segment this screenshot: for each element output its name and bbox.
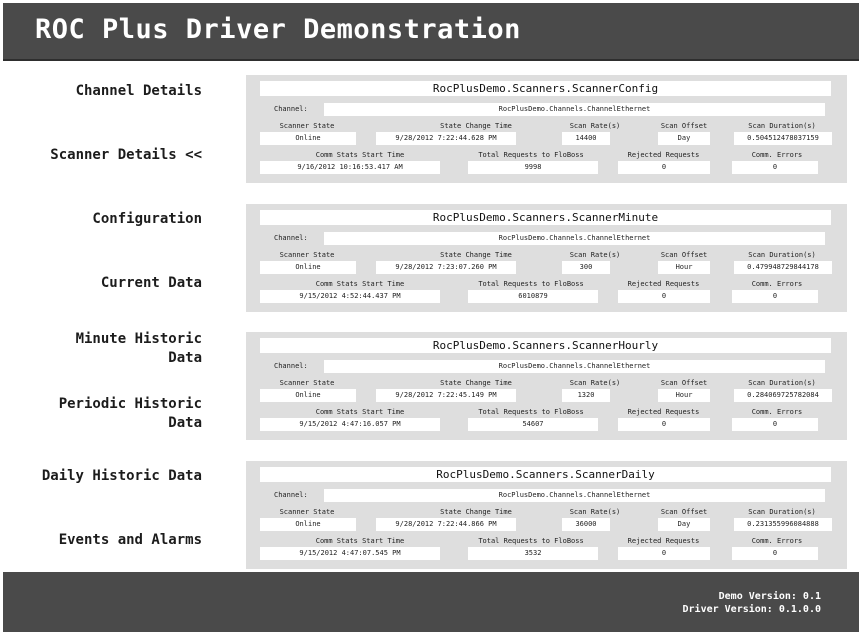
scanner-panel-3	[246, 332, 847, 440]
scan-offset-label: Scan Offset	[660, 122, 708, 130]
comm-stats-start-label: Comm Stats Start Time	[315, 151, 405, 159]
scan-offset-value: Day	[658, 518, 710, 531]
scan-rate-label: Scan Rate(s)	[569, 122, 621, 130]
scanner-name: RocPlusDemo.Scanners.ScannerHourly	[260, 338, 831, 353]
nav-item-current-data[interactable]: Current Data	[100, 275, 202, 291]
total-requests-value: 9998	[468, 161, 598, 174]
comm-stats-start-value: 9/15/2012 4:47:16.057 PM	[260, 418, 440, 431]
comm-errors-value: 0	[732, 547, 818, 560]
rejected-requests-value: 0	[618, 547, 710, 560]
state-change-time-label: State Change Time	[440, 122, 512, 130]
comm-stats-start-value: 9/16/2012 10:16:53.417 AM	[260, 161, 440, 174]
channel-label: Channel:	[274, 362, 308, 370]
scan-duration-value: 0.504512478037159	[734, 132, 832, 145]
scan-offset-label: Scan Offset	[660, 379, 708, 387]
state-change-time-value: 9/28/2012 7:22:44.866 PM	[376, 518, 516, 531]
nav-item-minute-historic[interactable]: Minute Historic Data	[75, 331, 202, 366]
comm-errors-value: 0	[732, 161, 818, 174]
channel-value: RocPlusDemo.Channels.ChannelEthernet	[324, 103, 825, 116]
scanner-state-label: Scanner State	[279, 122, 335, 130]
comm-stats-start-value: 9/15/2012 4:52:44.437 PM	[260, 290, 440, 303]
scanner-state-label: Scanner State	[279, 508, 335, 516]
driver-version: Driver Version: 0.1.0.0	[682, 604, 821, 615]
scan-rate-label: Scan Rate(s)	[569, 251, 621, 259]
scan-duration-value: 0.479948729844178	[734, 261, 832, 274]
nav-item-channel-details[interactable]: Channel Details	[75, 83, 202, 99]
total-requests-label: Total Requests to FloBoss	[478, 280, 584, 288]
rejected-requests-label: Rejected Requests	[627, 537, 700, 545]
comm-stats-start-label: Comm Stats Start Time	[315, 408, 405, 416]
channel-label: Channel:	[274, 234, 308, 242]
scan-rate-label: Scan Rate(s)	[569, 379, 621, 387]
demo-version: Demo Version: 0.1	[718, 591, 821, 602]
scan-duration-label: Scan Duration(s)	[748, 508, 816, 516]
comm-stats-start-value: 9/15/2012 4:47:07.545 PM	[260, 547, 440, 560]
rejected-requests-label: Rejected Requests	[627, 280, 700, 288]
nav-item-daily-historic[interactable]: Daily Historic Data	[41, 468, 202, 484]
scan-duration-label: Scan Duration(s)	[748, 122, 816, 130]
state-change-time-value: 9/28/2012 7:23:07.260 PM	[376, 261, 516, 274]
comm-errors-label: Comm. Errors	[751, 408, 803, 416]
total-requests-value: 54607	[468, 418, 598, 431]
scan-rate-value: 36000	[562, 518, 610, 531]
sidebar-nav	[0, 0, 230, 570]
scan-rate-value: 300	[562, 261, 610, 274]
scanner-state-value: Online	[260, 132, 356, 145]
total-requests-value: 6010879	[468, 290, 598, 303]
nav-item-events-alarms[interactable]: Events and Alarms	[58, 532, 202, 548]
scan-offset-label: Scan Offset	[660, 251, 708, 259]
comm-stats-start-label: Comm Stats Start Time	[315, 537, 405, 545]
comm-errors-label: Comm. Errors	[751, 537, 803, 545]
comm-errors-label: Comm. Errors	[751, 280, 803, 288]
total-requests-label: Total Requests to FloBoss	[478, 537, 584, 545]
rejected-requests-value: 0	[618, 161, 710, 174]
scan-rate-value: 14400	[562, 132, 610, 145]
scanner-state-label: Scanner State	[279, 251, 335, 259]
scanner-name: RocPlusDemo.Scanners.ScannerConfig	[260, 81, 831, 96]
scan-offset-value: Day	[658, 132, 710, 145]
state-change-time-label: State Change Time	[440, 508, 512, 516]
scanner-panel-2	[246, 204, 847, 312]
comm-errors-value: 0	[732, 290, 818, 303]
nav-item-periodic-historic[interactable]: Periodic Historic Data	[58, 396, 202, 431]
total-requests-label: Total Requests to FloBoss	[478, 408, 584, 416]
comm-errors-label: Comm. Errors	[751, 151, 803, 159]
channel-label: Channel:	[274, 105, 308, 113]
comm-stats-start-label: Comm Stats Start Time	[315, 280, 405, 288]
scanner-name: RocPlusDemo.Scanners.ScannerMinute	[260, 210, 831, 225]
channel-value: RocPlusDemo.Channels.ChannelEthernet	[324, 360, 825, 373]
scanner-state-value: Online	[260, 261, 356, 274]
total-requests-label: Total Requests to FloBoss	[478, 151, 584, 159]
state-change-time-value: 9/28/2012 7:22:45.149 PM	[376, 389, 516, 402]
nav-item-configuration[interactable]: Configuration	[92, 211, 202, 227]
scan-duration-label: Scan Duration(s)	[748, 379, 816, 387]
scanner-panel-4	[246, 461, 847, 569]
rejected-requests-label: Rejected Requests	[627, 151, 700, 159]
total-requests-value: 3532	[468, 547, 598, 560]
scan-rate-value: 1320	[562, 389, 610, 402]
scan-offset-value: Hour	[658, 389, 710, 402]
scanner-state-value: Online	[260, 518, 356, 531]
scanner-state-value: Online	[260, 389, 356, 402]
page-title: ROC Plus Driver Demonstration	[35, 14, 521, 45]
channel-label: Channel:	[274, 491, 308, 499]
rejected-requests-label: Rejected Requests	[627, 408, 700, 416]
scan-offset-label: Scan Offset	[660, 508, 708, 516]
comm-errors-value: 0	[732, 418, 818, 431]
nav-item-scanner-details[interactable]: Scanner Details <<	[50, 147, 202, 163]
scan-duration-value: 0.231355996084888	[734, 518, 832, 531]
scan-duration-value: 0.284069725782084	[734, 389, 832, 402]
scan-rate-label: Scan Rate(s)	[569, 508, 621, 516]
rejected-requests-value: 0	[618, 290, 710, 303]
channel-value: RocPlusDemo.Channels.ChannelEthernet	[324, 489, 825, 502]
footer-bar	[3, 572, 859, 632]
scanner-name: RocPlusDemo.Scanners.ScannerDaily	[260, 467, 831, 482]
state-change-time-label: State Change Time	[440, 379, 512, 387]
state-change-time-label: State Change Time	[440, 251, 512, 259]
channel-value: RocPlusDemo.Channels.ChannelEthernet	[324, 232, 825, 245]
scanner-panel-1	[246, 75, 847, 183]
state-change-time-value: 9/28/2012 7:22:44.628 PM	[376, 132, 516, 145]
rejected-requests-value: 0	[618, 418, 710, 431]
scan-duration-label: Scan Duration(s)	[748, 251, 816, 259]
scanner-state-label: Scanner State	[279, 379, 335, 387]
scan-offset-value: Hour	[658, 261, 710, 274]
